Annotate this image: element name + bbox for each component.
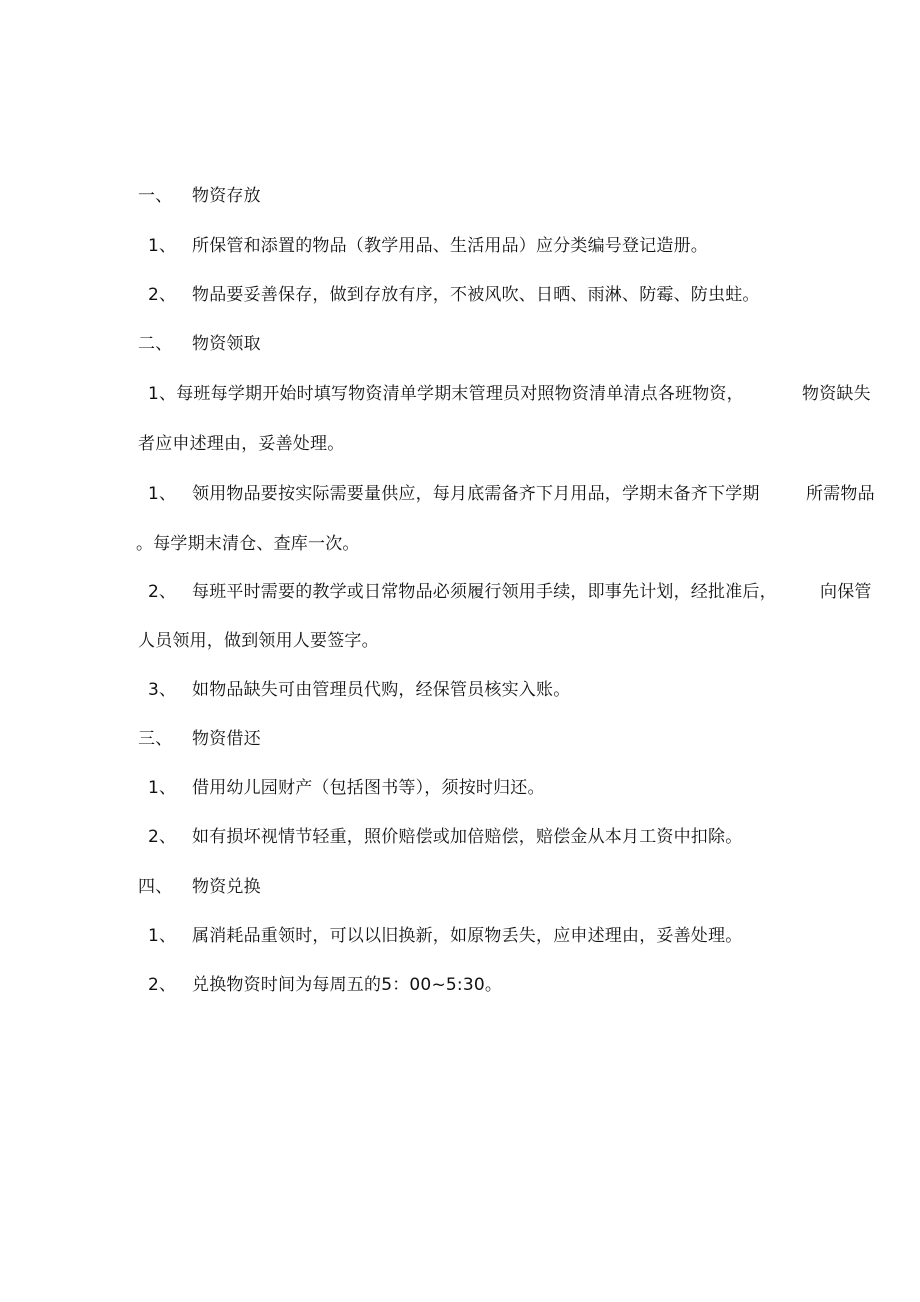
section-number: 二、 [138,334,173,354]
list-item [148,482,760,506]
item-continuation: 。每学期末清仓、查库一次。 [136,534,360,554]
item-continuation: 人员领用，做到领用人要签字。 [138,631,379,651]
item-text: 借用幼儿园财产（包括图书等），须按时归还。 [192,778,545,798]
section-title: 物资领取 [192,334,261,354]
item-number: 1、 [148,236,177,256]
item-number: 2、 [148,582,177,602]
section-title: 物资借还 [192,729,261,749]
item-number: 1、 [148,484,177,504]
section-title: 物资兑换 [192,877,261,897]
item-number: 2、 [148,975,177,995]
section-heading [138,184,261,208]
item-text: 兑换物资时间为每周五的5：00~5:30。 [192,975,503,995]
item-text: 所保管和添置的物品（教学用品、生活用品）应分类编号登记造册。 [192,236,708,256]
list-item [148,825,742,849]
item-number: 1、 [148,926,177,946]
item-text: 每班每学期开始时填写物资清单学期末管理员对照物资清单清点各班物资， [176,384,744,404]
section-heading [138,875,261,899]
item-text: 领用物品要按实际需要量供应，每月底需备齐下月用品，学期末备齐下学期 [192,484,760,504]
item-number: 1、 [148,384,177,404]
item-number: 2、 [148,285,177,305]
item-text: 属消耗品重领时，可以以旧换新，如原物丢失，应申述理由，妥善处理。 [192,926,743,946]
item-text-tail: 所需物品 [806,484,875,504]
list-item [148,973,502,997]
item-continuation: 者应申述理由，妥善处理。 [138,434,345,454]
section-heading [138,727,261,751]
list-item [148,924,742,948]
section-number: 三、 [138,729,173,749]
item-text: 每班平时需要的教学或日常物品必须履行领用手续，即事先计划，经批准后， [192,582,777,602]
list-item [148,382,744,406]
list-item [148,678,570,702]
item-number: 3、 [148,680,177,700]
item-number: 2、 [148,827,177,847]
list-item [148,580,777,604]
section-title: 物资存放 [192,186,261,206]
item-text: 如有损坏视情节轻重，照价赔偿或加倍赔偿，赔偿金从本月工资中扣除。 [192,827,743,847]
item-number: 1、 [148,778,177,798]
section-number: 一、 [138,186,173,206]
item-text-tail: 向保管 [820,582,872,602]
list-item [148,234,708,258]
item-text-tail: 物资缺失 [802,384,871,404]
list-item [148,776,545,800]
item-text: 物品要妥善保存，做到存放有序，不被风吹、日晒、雨淋、防霉、防虫蛀。 [192,285,760,305]
list-item [148,283,760,307]
item-text: 如物品缺失可由管理员代购，经保管员核实入账。 [192,680,571,700]
section-heading [138,332,261,356]
section-number: 四、 [138,877,173,897]
